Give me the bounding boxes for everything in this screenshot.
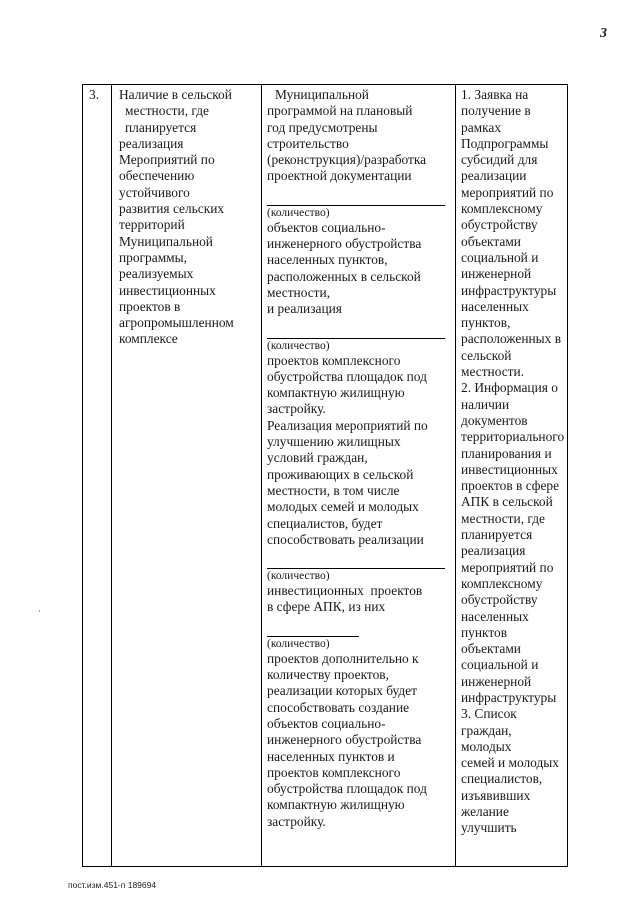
criterion-line: территорий	[119, 217, 185, 233]
documents-line: объектами	[461, 233, 521, 249]
description-line: строительство	[267, 135, 349, 151]
documents-line: инженерной	[461, 266, 532, 282]
description-line: компактную жилищную	[267, 797, 405, 813]
description-line: населенных пунктов и	[267, 748, 395, 764]
footer-stamp: пост.изм.451-п 189694	[68, 880, 157, 890]
criterion-text	[119, 87, 259, 348]
description-line: проектов комплексного	[267, 352, 401, 368]
documents-line: социальной и	[461, 249, 539, 265]
description-line: объектов социально-	[267, 715, 386, 731]
documents-line: документов	[461, 412, 528, 428]
criterion-line: Муниципальной	[119, 233, 213, 249]
description-line: застройку.	[267, 401, 326, 417]
description-line: способствовать создание	[267, 699, 410, 715]
description-line: программой на плановый	[267, 103, 413, 119]
criterion-line: устойчивого	[119, 184, 190, 200]
documents-line: планирования и	[461, 445, 552, 461]
description-line: местности,	[267, 284, 331, 300]
documents-line: реализации	[461, 168, 527, 184]
description-line: проживающих в сельской	[267, 466, 414, 482]
description-line: условий граждан,	[267, 450, 368, 466]
documents-line: инфраструктуры	[461, 689, 557, 705]
description-line: молодых семей и молодых	[267, 499, 419, 515]
criterion-line: агропромышленном	[119, 315, 234, 331]
quantity-label: (количество)	[267, 206, 330, 219]
criterion-line: местности, где	[125, 103, 209, 119]
documents-line: обустройству	[461, 592, 538, 608]
documents-line: специалистов,	[461, 771, 543, 787]
criterion-line: проектов в	[119, 298, 181, 314]
documents-line: 2. Информация о	[461, 380, 558, 396]
criteria-table	[82, 84, 568, 867]
description-text	[267, 87, 453, 830]
criterion-line: инвестиционных	[119, 282, 216, 298]
documents-line: желание	[461, 804, 509, 820]
description-line: Муниципальной	[275, 87, 369, 102]
quantity-label: (количество)	[267, 637, 330, 650]
documents-line: комплексному	[461, 201, 543, 217]
row-number: 3.	[89, 87, 100, 102]
documents-line: населенных	[461, 608, 529, 624]
criterion-line: реализация	[119, 135, 184, 151]
description-line: год предусмотрены	[267, 119, 378, 135]
description-line: реализации которых будет	[267, 683, 418, 699]
criterion-line: развития сельских	[119, 201, 225, 217]
description-line: объектов социально-	[267, 219, 386, 235]
documents-text	[461, 87, 565, 837]
description-line: компактную жилищную	[267, 385, 405, 401]
column-divider	[455, 85, 456, 866]
column-divider	[261, 85, 262, 866]
documents-line: изъявивших	[461, 787, 531, 803]
documents-line: АПК в сельской	[461, 494, 553, 510]
documents-line: обустройству	[461, 217, 538, 233]
documents-line: мероприятий по	[461, 184, 554, 200]
documents-line: граждан, молодых	[461, 722, 512, 754]
description-line: количеству проектов,	[267, 667, 389, 683]
documents-line: пунктов	[461, 624, 508, 640]
description-line: (реконструкция)/разработка	[267, 152, 427, 168]
description-line: способствовать реализации	[267, 531, 424, 547]
documents-line: территориального	[461, 429, 565, 445]
documents-line: 1. Заявка на	[461, 87, 529, 102]
criterion-line: реализуемых	[119, 266, 194, 282]
documents-line: местности, где	[461, 510, 545, 526]
page-number: 3	[600, 26, 607, 41]
description-line: населенных пунктов,	[267, 252, 388, 268]
criterion-line: обеспечению	[119, 168, 195, 184]
description-line: обустройства площадок под	[267, 781, 427, 797]
documents-line: пунктов,	[461, 315, 511, 331]
description-line: инвестиционных проектов	[267, 583, 423, 599]
documents-line: сельской	[461, 347, 512, 363]
description-line: специалистов, будет	[267, 515, 383, 531]
documents-line: проектов в сфере	[461, 478, 560, 494]
description-line: проектной документации	[267, 168, 412, 184]
documents-line: Подпрограммы	[461, 135, 549, 151]
description-line: Реализация мероприятий по	[267, 417, 428, 433]
documents-line: инвестиционных	[461, 461, 558, 477]
documents-line: социальной и	[461, 657, 539, 673]
description-line: инженерного обустройства	[267, 732, 422, 748]
documents-line: улучшить	[461, 820, 517, 836]
criterion-line: Мероприятий по	[119, 152, 215, 168]
documents-line: наличии	[461, 396, 510, 412]
documents-line: местности.	[461, 364, 525, 380]
description-line: в сфере АПК, из них	[267, 599, 386, 615]
documents-line: субсидий для	[461, 152, 538, 168]
quantity-label: (количество)	[267, 570, 330, 583]
documents-line: планируется	[461, 527, 533, 543]
description-line: обустройства площадок под	[267, 368, 427, 384]
description-line: инженерного обустройства	[267, 236, 422, 252]
criterion-line: комплексе	[119, 331, 178, 347]
scan-speck: ·	[38, 606, 41, 616]
description-line: местности, в том числе	[267, 482, 400, 498]
documents-line: реализация	[461, 543, 526, 559]
documents-line: 3. Список	[461, 706, 517, 722]
criterion-line: планируется	[125, 119, 197, 135]
criterion-line: Наличие в сельской	[119, 87, 232, 102]
description-line: улучшению жилищных	[267, 434, 401, 450]
quantity-label: (количество)	[267, 339, 330, 352]
column-divider	[111, 85, 112, 866]
documents-line: семей и молодых	[461, 755, 559, 771]
description-line: и реализация	[267, 301, 342, 317]
documents-line: рамках	[461, 119, 502, 135]
description-line: проектов комплексного	[267, 764, 401, 780]
documents-line: получение в	[461, 103, 531, 119]
documents-line: инженерной	[461, 673, 532, 689]
documents-line: комплексному	[461, 575, 543, 591]
documents-line: населенных	[461, 298, 529, 314]
description-line: проектов дополнительно к	[267, 650, 419, 666]
documents-line: объектами	[461, 641, 521, 657]
documents-line: расположенных в	[461, 331, 562, 347]
documents-line: инфраструктуры	[461, 282, 557, 298]
documents-line: мероприятий по	[461, 559, 554, 575]
criterion-line: программы,	[119, 249, 187, 265]
description-line: застройку.	[267, 813, 326, 829]
description-line: расположенных в сельской	[267, 268, 421, 284]
